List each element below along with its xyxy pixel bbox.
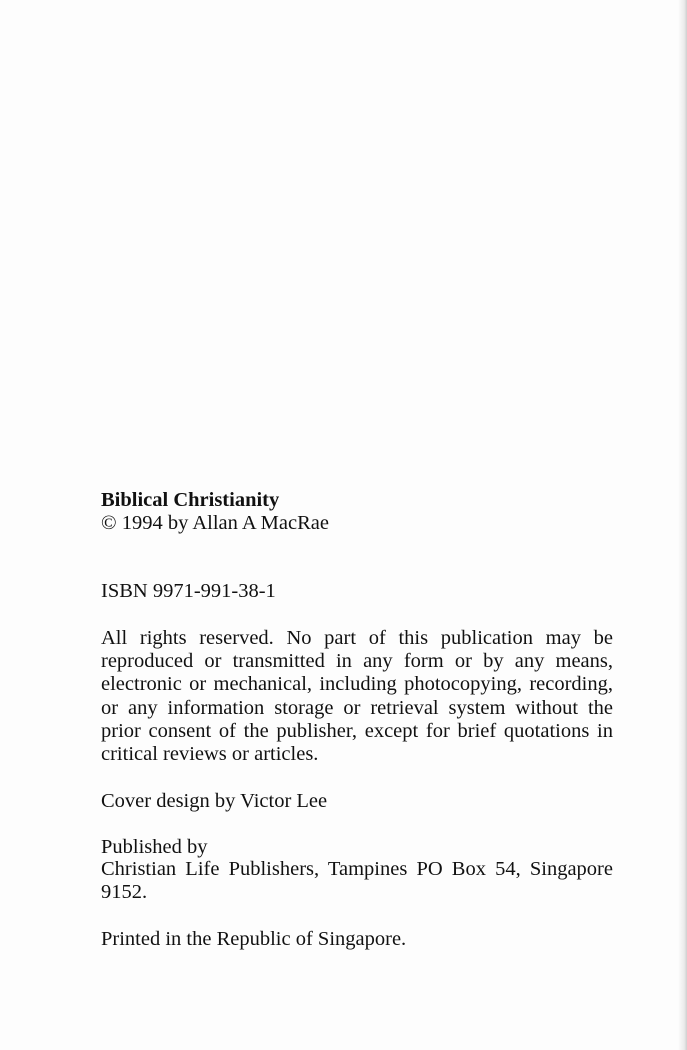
page-edge-shadow xyxy=(678,0,687,1050)
rights-statement: All rights reserved. No part of this publication may be reproduced or transmitted in any form or by any means, electronic or mechanical, including photocopying, recording, or any information storage or retrieval system without the prior consent of the publisher, except for brief quotations in critical reviews or articles. xyxy=(101,627,613,766)
isbn-line: ISBN 9971-991-38-1 xyxy=(101,580,276,602)
copyright-line: © 1994 by Allan A MacRae xyxy=(101,512,329,534)
printed-in-line: Printed in the Republic of Singapore. xyxy=(101,928,407,950)
cover-design-credit: Cover design by Victor Lee xyxy=(101,790,328,812)
book-title: Biblical Christianity xyxy=(101,489,280,511)
publisher-address: Christian Life Publishers, Tampines PO Box 54, Singapore 9152. xyxy=(101,858,613,903)
published-by-label: Published by xyxy=(101,836,208,858)
